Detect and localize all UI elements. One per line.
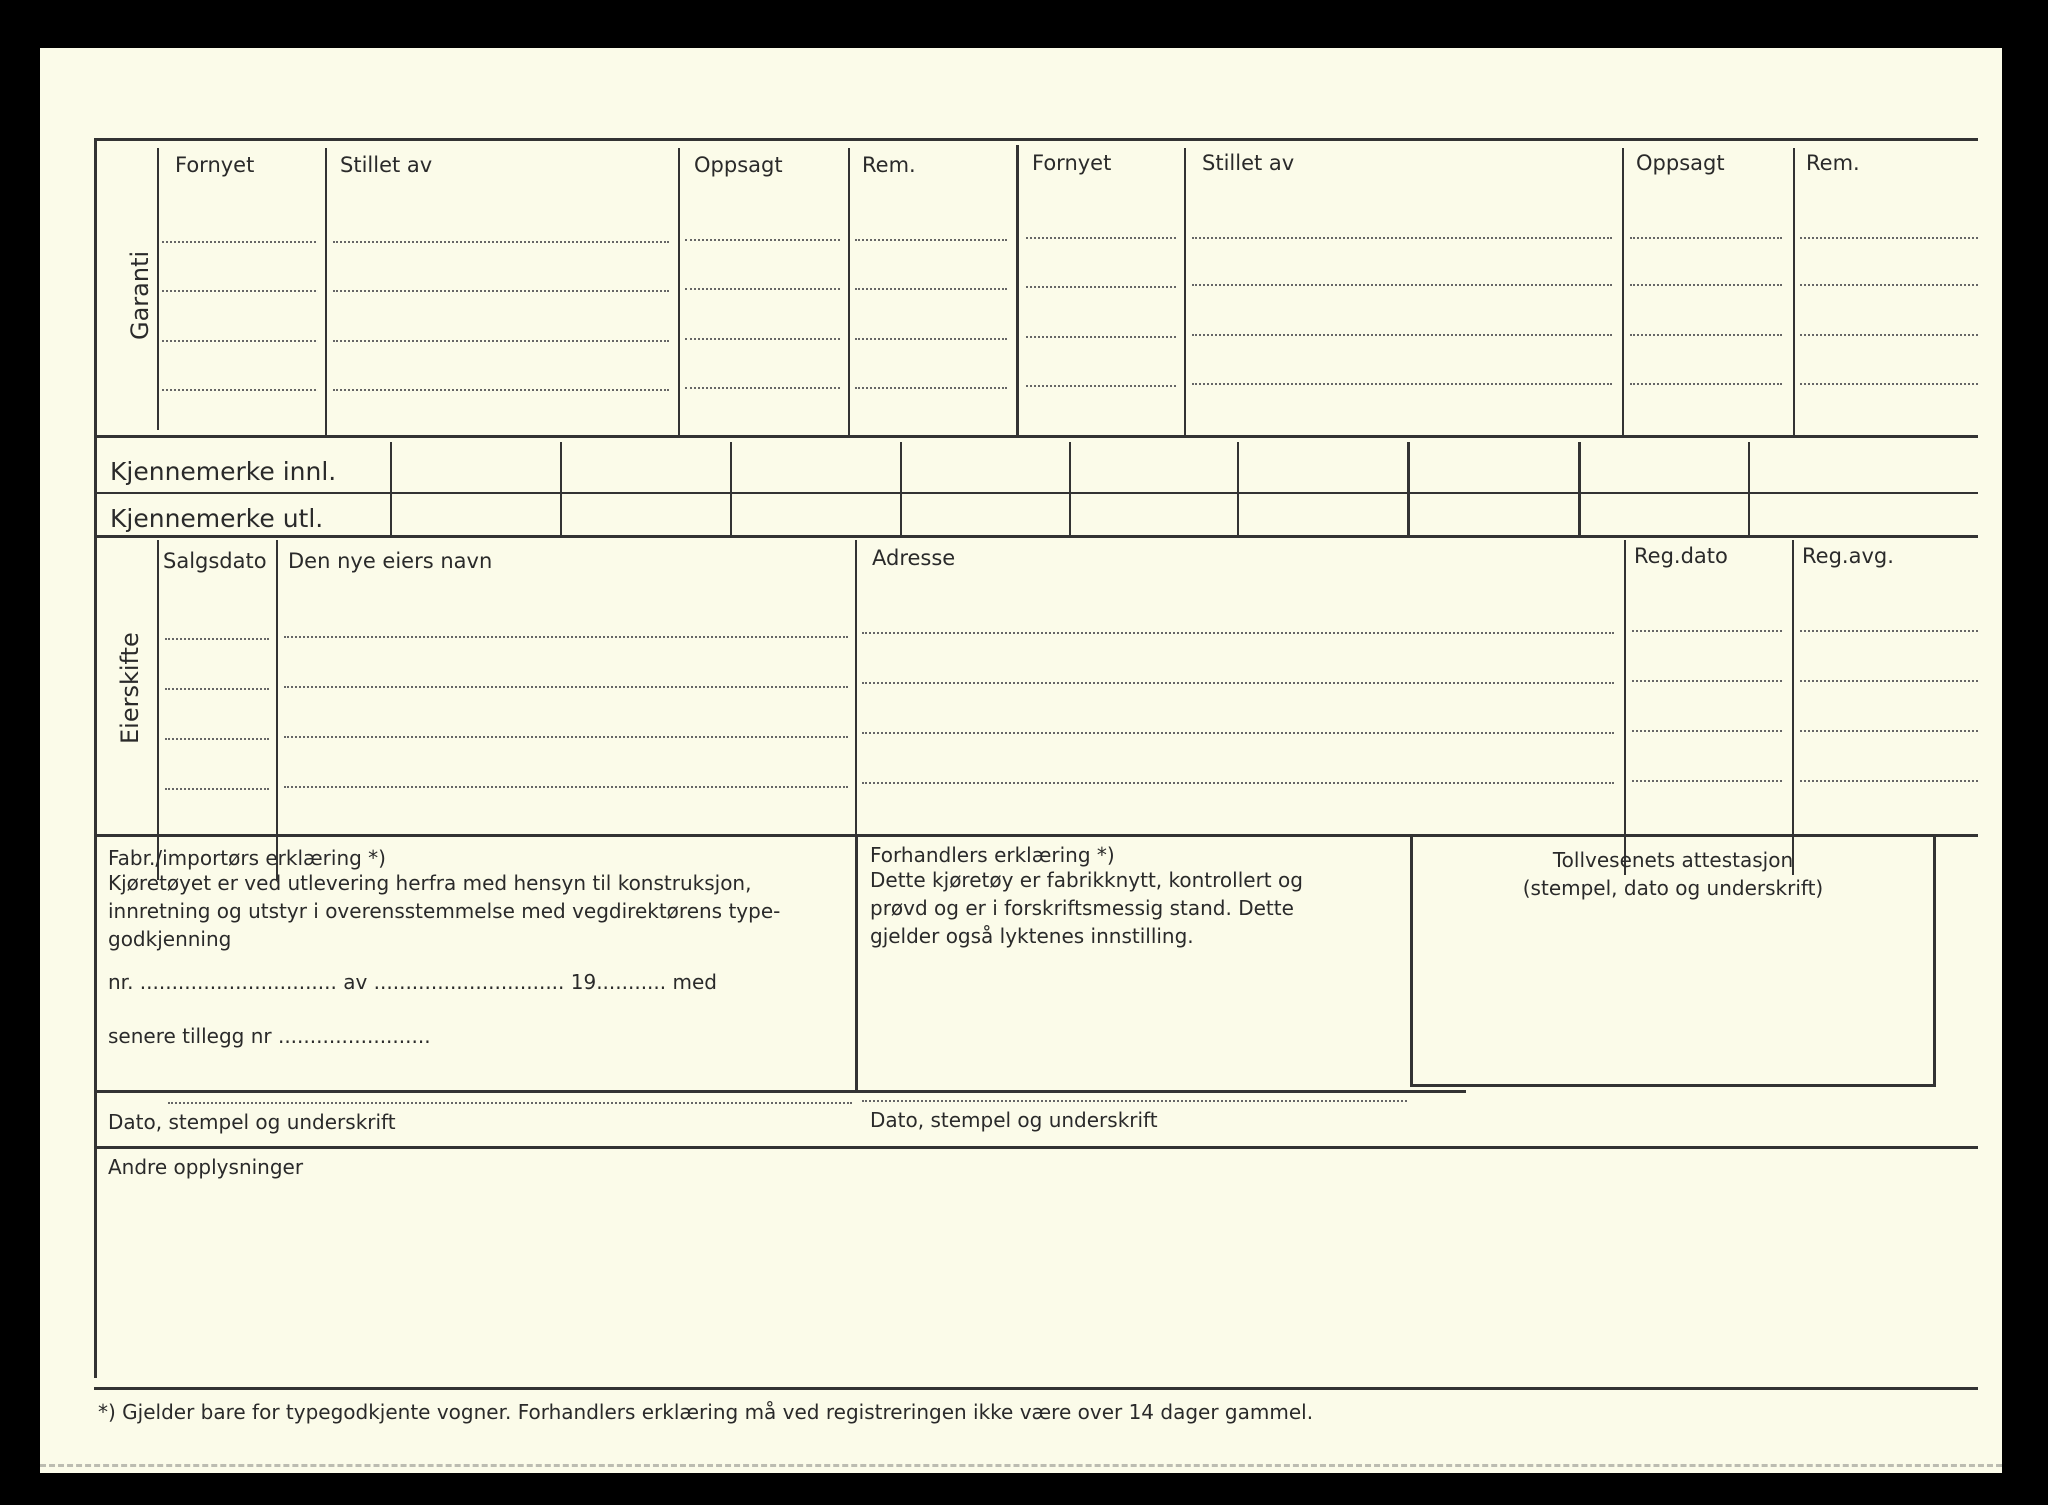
fabr-text: Kjøretøyet er ved utlevering herfra med hensyn til konstruksjon, innretning og utstyr i overensstemmelse med vegdirektørens type- godkjenning	[108, 871, 781, 951]
fabr-title: Fabr./importørs erklæring *)	[108, 846, 386, 870]
bottom-border	[94, 1387, 1978, 1390]
garanti-header-oppsagt-2: Oppsagt	[1636, 151, 1725, 175]
footnote: *) Gjelder bare for typegodkjente vogner. Forhandlers erklæring må ved registreringen ikke være over 14 dager gammel.	[98, 1400, 1314, 1424]
garanti-bottom-border	[94, 435, 1978, 438]
forhandler-signature-label: Dato, stempel og underskrift	[870, 1108, 1158, 1132]
toll-title: Tollvesenets attestasjon	[1552, 848, 1794, 872]
garanti-header-stillet-av-1: Stillet av	[340, 153, 433, 177]
kjennemerke-utl-label: Kjennemerke utl.	[110, 504, 324, 533]
registration-card	[40, 48, 2002, 1473]
garanti-header-rem-2: Rem.	[1806, 151, 1860, 175]
forhandler-text: Dette kjøretøy er fabrikknytt, kontrollert og prøvd og er i forskriftsmessig stand. Dette gjelder også lyktenes innstilling.	[870, 868, 1303, 948]
fabr-signature-label: Dato, stempel og underskrift	[108, 1110, 396, 1134]
toll-subtitle: (stempel, dato og underskrift)	[1522, 876, 1824, 900]
eierskifte-header-reg-avg: Reg.avg.	[1802, 544, 1894, 568]
garanti-side-label: Garanti	[126, 250, 154, 340]
kjennemerke-bottom-border	[94, 535, 1978, 538]
garanti-header-stillet-av-2: Stillet av	[1202, 151, 1295, 175]
andre-opplysninger-label: Andre opplysninger	[108, 1155, 304, 1179]
top-border	[94, 138, 1978, 141]
eierskifte-header-salgsdato: Salgsdato	[163, 549, 267, 573]
eierskifte-header-adresse: Adresse	[872, 546, 956, 570]
declarations-bottom-border	[94, 1090, 1466, 1093]
garanti-header-fornyet-2: Fornyet	[1032, 151, 1112, 175]
perforation-edge	[40, 1464, 2002, 1467]
eierskifte-bottom-border	[94, 834, 1978, 837]
garanti-header-fornyet-1: Fornyet	[175, 153, 255, 177]
kjennemerke-innl-label: Kjennemerke innl.	[110, 457, 337, 486]
fabr-tillegg-line: senere tillegg nr ........................	[108, 1024, 431, 1048]
forhandler-title: Forhandlers erklæring *)	[870, 843, 1115, 867]
left-border	[94, 138, 97, 1378]
kjennemerke-divider	[96, 492, 1978, 494]
fabr-nr-line: nr. ............................... av .............................. 19........... med	[108, 970, 717, 994]
garanti-header-rem-1: Rem.	[862, 153, 916, 177]
eierskifte-header-nye-eier: Den nye eiers navn	[288, 549, 493, 573]
eierskifte-header-reg-dato: Reg.dato	[1634, 544, 1728, 568]
eierskifte-side-label: Eierskifte	[116, 632, 144, 744]
garanti-header-oppsagt-1: Oppsagt	[694, 153, 783, 177]
